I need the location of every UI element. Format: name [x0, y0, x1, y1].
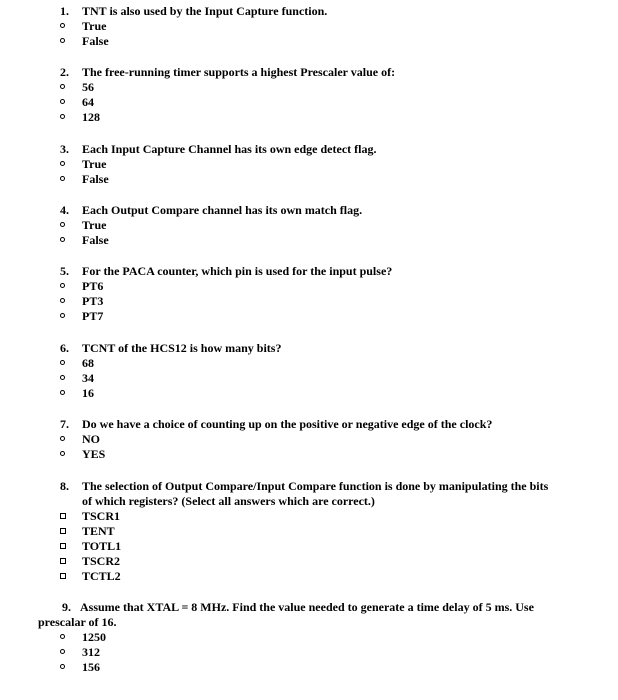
radio-circle-icon[interactable] [60, 114, 65, 119]
radio-circle-icon[interactable] [60, 649, 65, 654]
option-label: True [82, 218, 107, 232]
option-label: 64 [82, 95, 94, 109]
radio-circle-icon[interactable] [60, 161, 65, 166]
question-number: 6. [60, 341, 69, 355]
radio-circle-icon[interactable] [60, 176, 65, 181]
radio-circle-icon[interactable] [60, 99, 65, 104]
option-label: True [82, 19, 107, 33]
question-text: TNT is also used by the Input Capture function. [82, 4, 328, 18]
option-label: 34 [82, 371, 94, 385]
radio-circle-icon[interactable] [60, 375, 65, 380]
question-text: Each Output Compare channel has its own match flag. [82, 203, 363, 217]
option-label: PT3 [82, 294, 104, 308]
question-text: Do we have a choice of counting up on the positive or negative edge of the clock? [82, 417, 493, 431]
checkbox-icon[interactable] [60, 543, 66, 549]
option-label: False [82, 233, 109, 247]
option-label: TSCR1 [82, 509, 121, 523]
option-label: 1250 [82, 630, 106, 644]
radio-circle-icon[interactable] [60, 436, 65, 441]
radio-circle-icon[interactable] [60, 237, 65, 242]
question-number: 5. [60, 264, 69, 278]
question-number: 3. [60, 142, 69, 156]
radio-circle-icon[interactable] [60, 664, 65, 669]
checkbox-icon[interactable] [60, 513, 66, 519]
question-number: 9. [62, 600, 71, 614]
radio-circle-icon[interactable] [60, 283, 65, 288]
option-label: TOTL1 [82, 539, 122, 553]
option-label: TCTL2 [82, 569, 121, 583]
radio-circle-icon[interactable] [60, 390, 65, 395]
option-label: 68 [82, 356, 94, 370]
radio-circle-icon[interactable] [60, 222, 65, 227]
option-label: 312 [82, 645, 100, 659]
option-label: 16 [82, 386, 94, 400]
option-label: False [82, 34, 109, 48]
question-text: The selection of Output Compare/Input Compare function is done by manipulating the bits [82, 479, 549, 493]
question-text-continued: of which registers? (Select all answers which are correct.) [82, 494, 375, 508]
radio-circle-icon[interactable] [60, 360, 65, 365]
option-label: 156 [82, 660, 100, 674]
checkbox-icon[interactable] [60, 558, 66, 564]
question-text: TCNT of the HCS12 is how many bits? [82, 341, 282, 355]
checkbox-icon[interactable] [60, 528, 66, 534]
radio-circle-icon[interactable] [60, 298, 65, 303]
question-number: 1. [60, 4, 69, 18]
radio-circle-icon[interactable] [60, 38, 65, 43]
option-label: 56 [82, 80, 94, 94]
option-label: YES [82, 447, 106, 461]
option-label: True [82, 157, 107, 171]
option-label: NO [82, 432, 100, 446]
question-text: The free-running timer supports a highest Prescaler value of: [82, 65, 396, 79]
option-label: PT7 [82, 309, 104, 323]
radio-circle-icon[interactable] [60, 634, 65, 639]
question-number: 7. [60, 417, 69, 431]
question-number: 2. [60, 65, 69, 79]
radio-circle-icon[interactable] [60, 23, 65, 28]
option-label: 128 [82, 110, 100, 124]
option-label: TENT [82, 524, 115, 538]
question-number: 4. [60, 203, 69, 217]
option-label: False [82, 172, 109, 186]
radio-circle-icon[interactable] [60, 451, 65, 456]
radio-circle-icon[interactable] [60, 84, 65, 89]
checkbox-icon[interactable] [60, 573, 66, 579]
option-label: PT6 [82, 279, 104, 293]
radio-circle-icon[interactable] [60, 313, 65, 318]
question-text: For the PACA counter, which pin is used for the input pulse? [82, 264, 393, 278]
question-text: Each Input Capture Channel has its own edge detect flag. [82, 142, 377, 156]
question-text-continued: prescalar of 16. [38, 615, 117, 629]
question-text: Assume that XTAL = 8 MHz. Find the value needed to generate a time delay of 5 ms. Use [80, 600, 534, 614]
question-number: 8. [60, 479, 69, 493]
option-label: TSCR2 [82, 554, 121, 568]
